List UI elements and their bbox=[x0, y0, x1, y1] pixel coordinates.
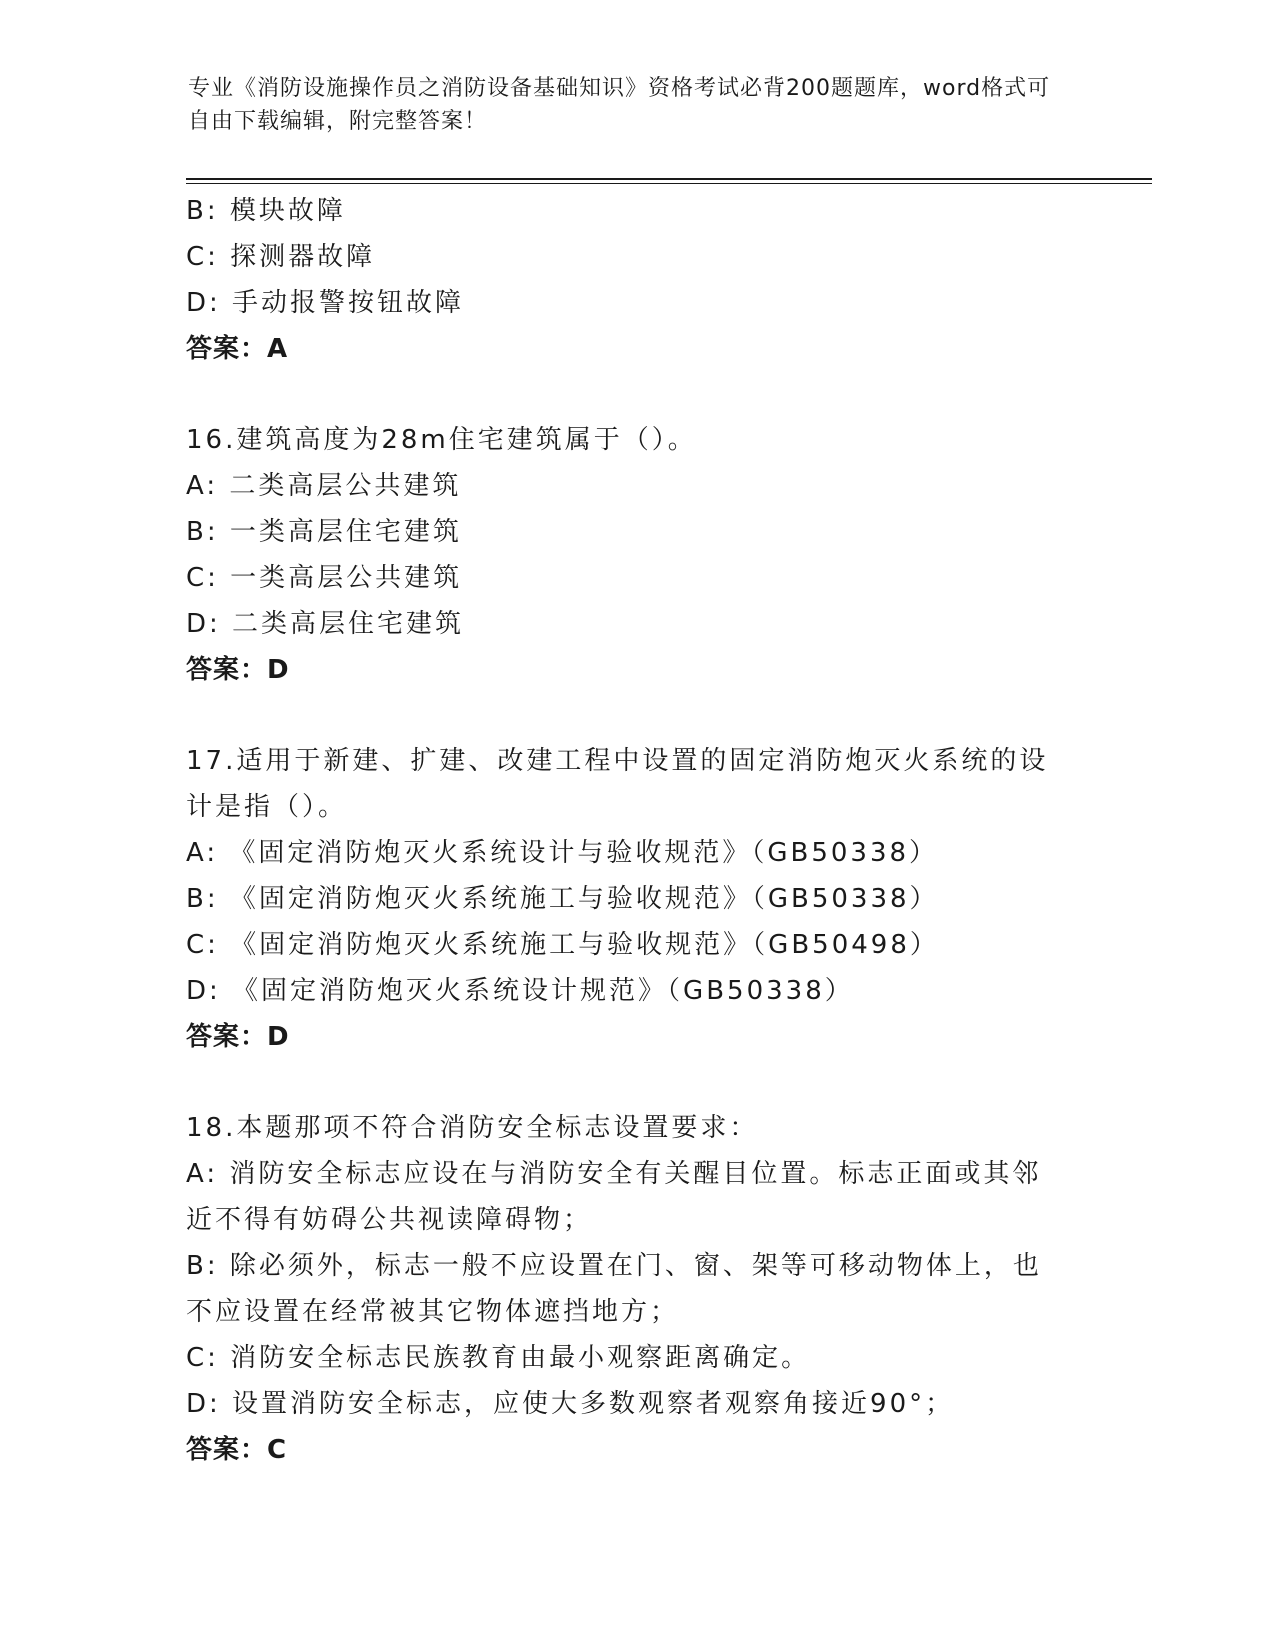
q18-option-a: A: 消防安全标志应设在与消防安全有关醒目位置。标志正面或其邻近不得有妨碍公共视读障碍物； bbox=[186, 1159, 1042, 1235]
page-header: 专业《消防设施操作员之消防设备基础知识》资格考试必背200题题库，word格式可自由下载编辑，附完整答案！ bbox=[188, 76, 1051, 134]
question-18-block bbox=[186, 1105, 1086, 1473]
q17-question: 17.适用于新建、扩建、改建工程中设置的固定消防炮灭火系统的设计是指（）。 bbox=[186, 746, 1049, 822]
q18-answer: 答案：C bbox=[186, 1435, 288, 1465]
q16-question: 16.建筑高度为28m住宅建筑属于（）。 bbox=[186, 425, 697, 455]
q18-option-c: C: 消防安全标志民族教育由最小观察距离确定。 bbox=[186, 1343, 811, 1373]
q16-option-a: A: 二类高层公共建筑 bbox=[186, 471, 462, 501]
header-rule-thin bbox=[186, 183, 1152, 184]
q18-option-b: B: 除必须外，标志一般不应设置在门、窗、架等可移动物体上，也不应设置在经常被其它物体遮挡地方； bbox=[186, 1251, 1042, 1327]
q17-option-b: B: 《固定消防炮灭火系统施工与验收规范》（GB50338） bbox=[186, 884, 939, 914]
question-15-block bbox=[186, 188, 1086, 372]
q16-option-d: D: 二类高层住宅建筑 bbox=[186, 609, 465, 639]
document-content bbox=[186, 188, 1086, 1473]
q16-option-b: B: 一类高层住宅建筑 bbox=[186, 517, 462, 547]
q15-option-c: C: 探测器故障 bbox=[186, 242, 376, 272]
q15-answer: 答案：A bbox=[186, 334, 289, 364]
q16-answer: 答案：D bbox=[186, 655, 290, 685]
question-17-block bbox=[186, 738, 1086, 1060]
q17-answer: 答案：D bbox=[186, 1022, 290, 1052]
q18-question: 18.本题那项不符合消防安全标志设置要求： bbox=[186, 1113, 759, 1143]
q17-option-d: D: 《固定消防炮灭火系统设计规范》（GB50338） bbox=[186, 976, 854, 1006]
q15-option-b: B: 模块故障 bbox=[186, 196, 346, 226]
q17-option-c: C: 《固定消防炮灭火系统施工与验收规范》（GB50498） bbox=[186, 930, 939, 960]
q16-option-c: C: 一类高层公共建筑 bbox=[186, 563, 463, 593]
q17-option-a: A: 《固定消防炮灭火系统设计与验收规范》（GB50338） bbox=[186, 838, 939, 868]
header-rule-thick bbox=[186, 178, 1152, 180]
q15-option-d: D: 手动报警按钮故障 bbox=[186, 288, 465, 318]
question-16-block bbox=[186, 417, 1086, 693]
q18-option-d: D: 设置消防安全标志，应使大多数观察者观察角接近90°； bbox=[186, 1389, 955, 1419]
